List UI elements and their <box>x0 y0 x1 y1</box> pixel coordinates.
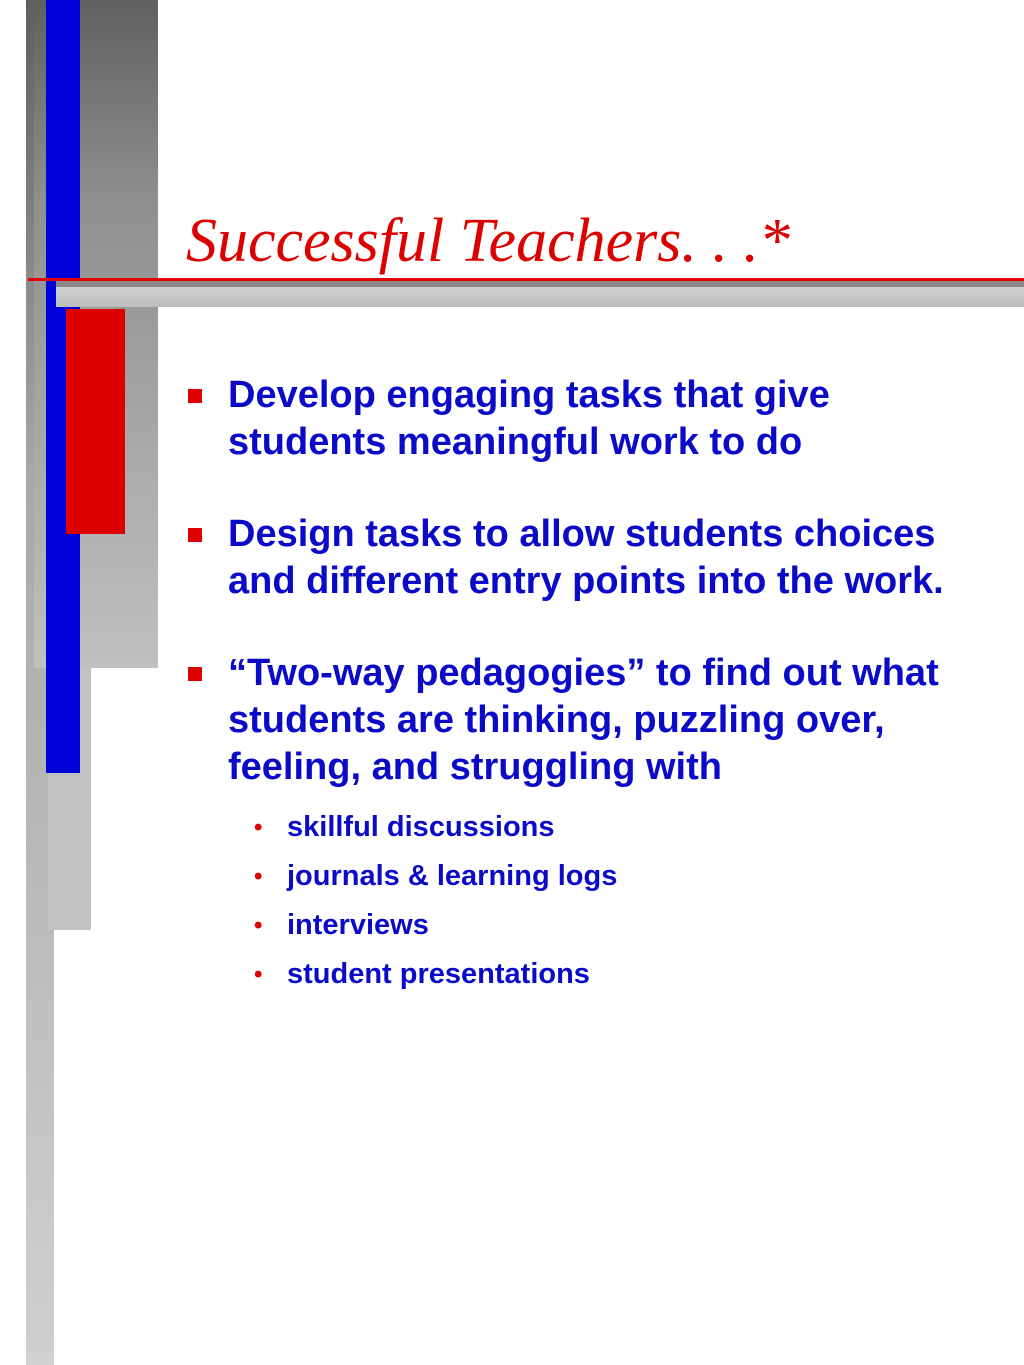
sub-bullet-item <box>228 803 984 852</box>
title-underline-red <box>28 278 1024 281</box>
red-dot-icon: • <box>254 912 263 939</box>
title-underline-shade <box>56 281 1024 287</box>
sub-bullet-text: interviews <box>287 909 429 941</box>
bullet-item <box>184 511 984 605</box>
red-square-icon <box>188 389 202 403</box>
red-dot-icon: • <box>254 814 263 841</box>
slide-title: Successful Teachers. . .* <box>186 207 790 275</box>
red-square-icon <box>188 528 202 542</box>
bullet-text: Design tasks to allow students choices and different entry points into the work. <box>228 513 944 602</box>
sub-bullet-item <box>228 901 984 950</box>
sub-bullet-item <box>228 950 984 999</box>
sub-bullet-text: journals & learning logs <box>287 860 618 892</box>
sub-bullet-item <box>228 852 984 901</box>
red-dot-icon: • <box>254 863 263 890</box>
sub-bullet-text: skillful discussions <box>287 811 555 843</box>
bullet-item <box>184 372 984 466</box>
bullet-item <box>184 650 984 999</box>
bullet-text: “Two-way pedagogies” to find out what students are thinking, puzzling over, feeling, and struggling with <box>228 652 939 788</box>
red-dot-icon: • <box>254 961 263 988</box>
red-square-icon <box>188 667 202 681</box>
decor-red-block <box>66 309 125 534</box>
sub-bullet-text: student presentations <box>287 958 590 990</box>
sub-bullet-list <box>228 803 984 999</box>
bullet-text: Develop engaging tasks that give students meaningful work to do <box>228 374 830 463</box>
slide-body <box>184 372 984 999</box>
